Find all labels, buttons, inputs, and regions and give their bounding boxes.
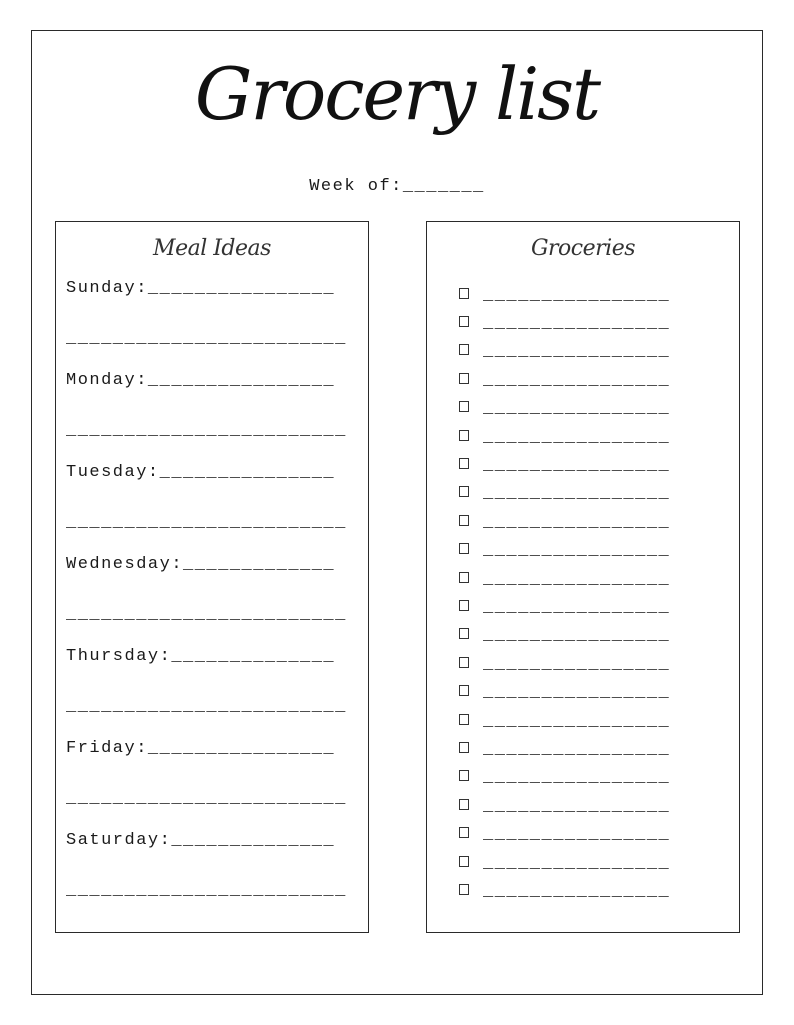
grocery-item[interactable] [459, 795, 719, 817]
day-thursday-line[interactable]: ________________________ [66, 697, 347, 716]
day-saturday[interactable]: Saturday:______________ [66, 831, 336, 850]
checkbox-icon[interactable] [459, 799, 469, 810]
grocery-item[interactable] [459, 682, 719, 704]
checkbox-icon[interactable] [459, 288, 469, 299]
grocery-item-line[interactable]: ________________ [483, 313, 671, 333]
day-sunday[interactable]: Sunday:________________ [66, 279, 336, 298]
day-wednesday-line[interactable]: ________________________ [66, 605, 347, 624]
checkbox-icon[interactable] [459, 486, 469, 497]
grocery-item[interactable] [459, 398, 719, 420]
grocery-item-line[interactable]: ________________ [483, 853, 671, 873]
grocery-item[interactable] [459, 284, 719, 306]
checkbox-icon[interactable] [459, 770, 469, 781]
checkbox-icon[interactable] [459, 856, 469, 867]
page-title: Grocery list [194, 52, 600, 136]
day-sunday-line[interactable]: ________________________ [66, 329, 347, 348]
grocery-item[interactable] [459, 710, 719, 732]
checkbox-icon[interactable] [459, 543, 469, 554]
grocery-item-line[interactable]: ________________ [483, 739, 671, 759]
grocery-item[interactable] [459, 767, 719, 789]
grocery-item-line[interactable]: ________________ [483, 626, 671, 646]
checkbox-icon[interactable] [459, 628, 469, 639]
checkbox-icon[interactable] [459, 827, 469, 838]
grocery-item-line[interactable]: ________________ [483, 597, 671, 617]
grocery-item-line[interactable]: ________________ [483, 881, 671, 901]
checkbox-icon[interactable] [459, 572, 469, 583]
checkbox-icon[interactable] [459, 430, 469, 441]
week-of-field[interactable]: Week of:_______ [309, 177, 485, 196]
day-tuesday-line[interactable]: ________________________ [66, 513, 347, 532]
grocery-item[interactable] [459, 483, 719, 505]
day-monday[interactable]: Monday:________________ [66, 371, 336, 390]
grocery-item-line[interactable]: ________________ [483, 796, 671, 816]
checkbox-icon[interactable] [459, 600, 469, 611]
grocery-item[interactable] [459, 625, 719, 647]
grocery-item-line[interactable]: ________________ [483, 370, 671, 390]
grocery-item[interactable] [459, 341, 719, 363]
grocery-item-line[interactable]: ________________ [483, 512, 671, 532]
grocery-item[interactable] [459, 824, 719, 846]
grocery-item[interactable] [459, 540, 719, 562]
day-monday-line[interactable]: ________________________ [66, 421, 347, 440]
groceries-heading: Groceries [530, 236, 636, 261]
grocery-item[interactable] [459, 511, 719, 533]
grocery-item-line[interactable]: ________________ [483, 342, 671, 362]
grocery-item-line[interactable]: ________________ [483, 484, 671, 504]
grocery-item[interactable] [459, 653, 719, 675]
grocery-item[interactable] [459, 454, 719, 476]
grocery-item[interactable] [459, 369, 719, 391]
day-tuesday[interactable]: Tuesday:_______________ [66, 463, 336, 482]
day-saturday-line[interactable]: ________________________ [66, 881, 347, 900]
checkbox-icon[interactable] [459, 742, 469, 753]
grocery-item-line[interactable]: ________________ [483, 711, 671, 731]
checkbox-icon[interactable] [459, 344, 469, 355]
checkbox-icon[interactable] [459, 316, 469, 327]
grocery-item-line[interactable]: ________________ [483, 569, 671, 589]
day-wednesday[interactable]: Wednesday:_____________ [66, 555, 336, 574]
grocery-item-line[interactable]: ________________ [483, 683, 671, 703]
grocery-item-line[interactable]: ________________ [483, 455, 671, 475]
checkbox-icon[interactable] [459, 685, 469, 696]
grocery-item-line[interactable]: ________________ [483, 541, 671, 561]
grocery-item-line[interactable]: ________________ [483, 768, 671, 788]
grocery-item-line[interactable]: ________________ [483, 285, 671, 305]
grocery-item-line[interactable]: ________________ [483, 427, 671, 447]
day-thursday[interactable]: Thursday:______________ [66, 647, 336, 666]
groceries-panel [426, 221, 740, 933]
meal-ideas-heading: Meal Ideas [153, 236, 271, 261]
checkbox-icon[interactable] [459, 458, 469, 469]
grocery-item[interactable] [459, 596, 719, 618]
checkbox-icon[interactable] [459, 714, 469, 725]
grocery-item[interactable] [459, 426, 719, 448]
grocery-item[interactable] [459, 852, 719, 874]
checkbox-icon[interactable] [459, 884, 469, 895]
grocery-item[interactable] [459, 312, 719, 334]
grocery-item[interactable] [459, 880, 719, 902]
day-friday-line[interactable]: ________________________ [66, 789, 347, 808]
grocery-item-line[interactable]: ________________ [483, 654, 671, 674]
checkbox-icon[interactable] [459, 401, 469, 412]
checkbox-icon[interactable] [459, 515, 469, 526]
meal-ideas-panel [55, 221, 369, 933]
checkbox-icon[interactable] [459, 373, 469, 384]
checkbox-icon[interactable] [459, 657, 469, 668]
grocery-item-line[interactable]: ________________ [483, 399, 671, 419]
day-friday[interactable]: Friday:________________ [66, 739, 336, 758]
grocery-item[interactable] [459, 568, 719, 590]
grocery-item[interactable] [459, 738, 719, 760]
grocery-item-line[interactable]: ________________ [483, 825, 671, 845]
